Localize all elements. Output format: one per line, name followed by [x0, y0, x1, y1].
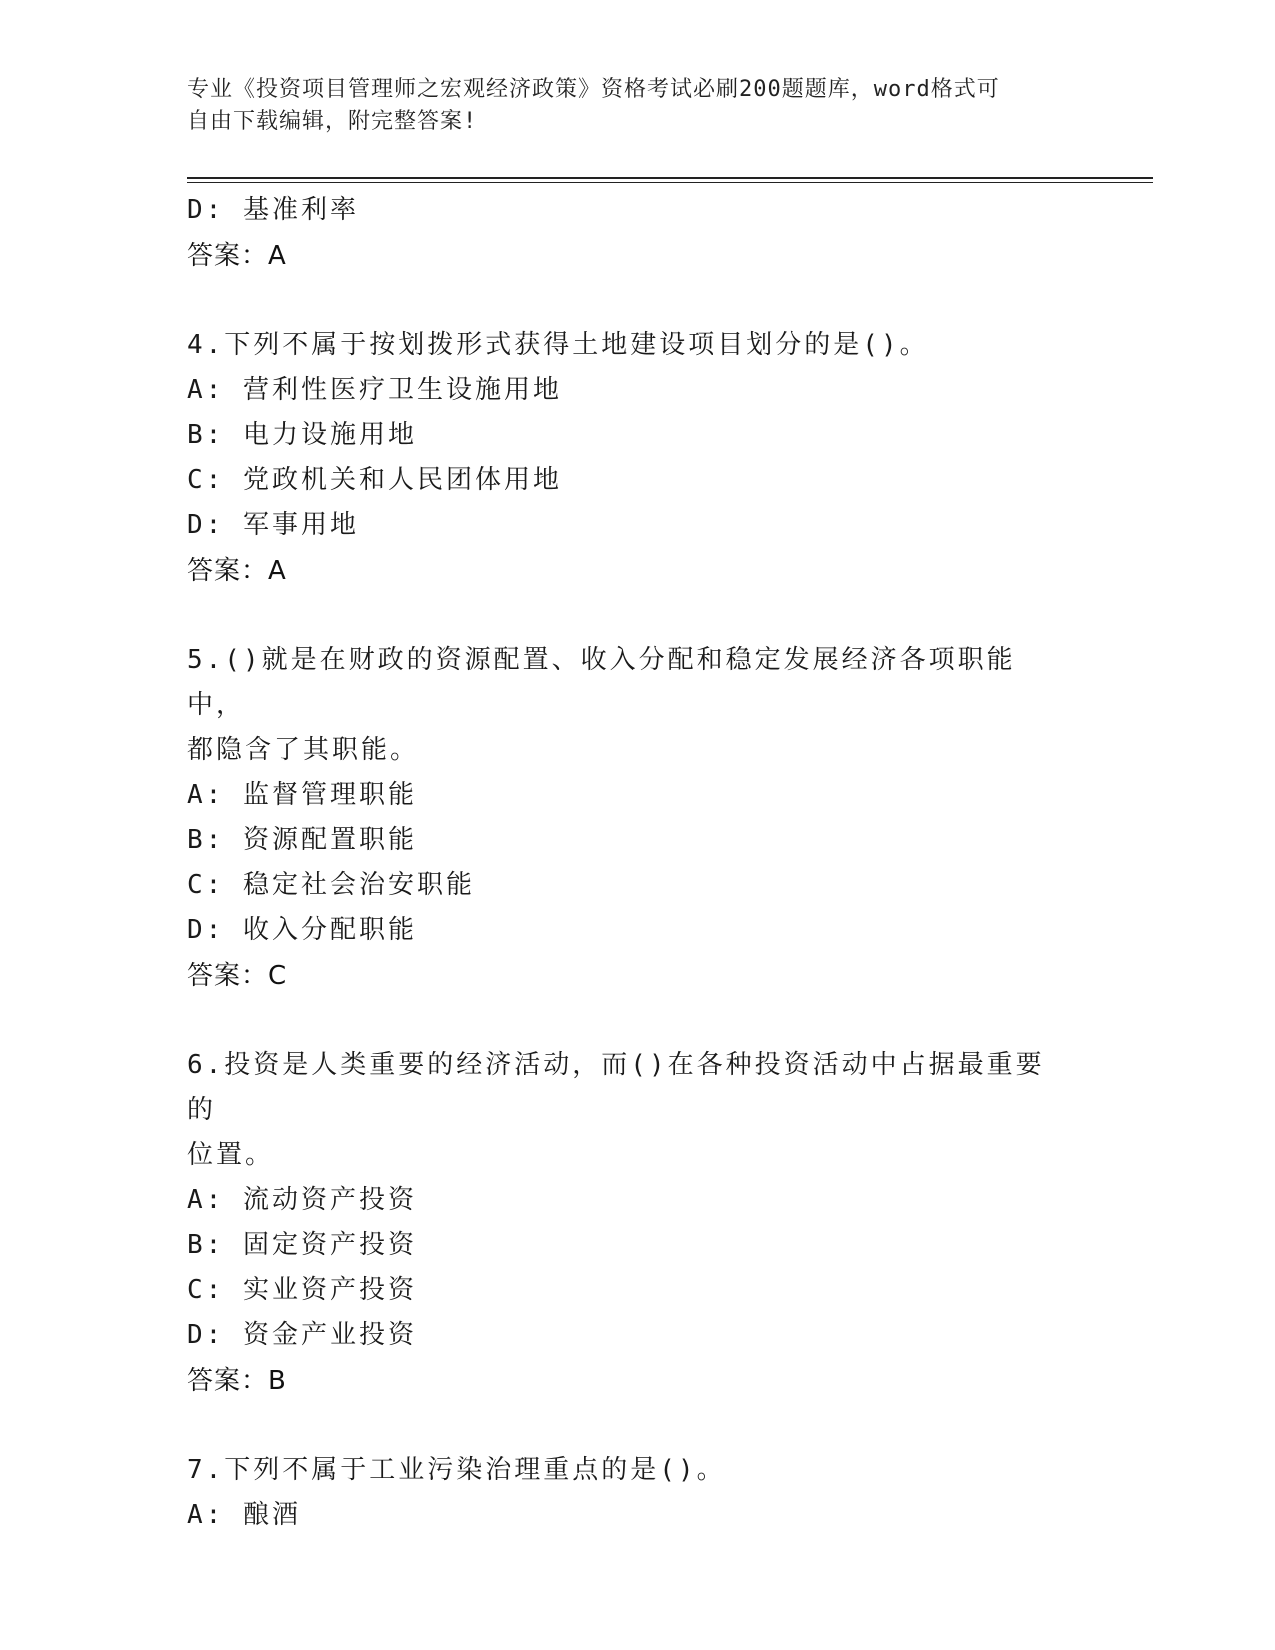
option-a: A: 营利性医疗卫生设施用地: [187, 375, 562, 405]
question-stem-continued: 都隐含了其职能。: [187, 735, 420, 765]
spacer: [187, 999, 1067, 1043]
question-stem: 7.下列不属于工业污染治理重点的是()。: [187, 1455, 726, 1485]
option-d: D: 军事用地: [187, 510, 359, 540]
option-d: D: 收入分配职能: [187, 915, 417, 945]
question-6: [187, 1043, 1067, 1404]
question-stem-continued: 位置。: [187, 1140, 275, 1170]
option-b: B: 固定资产投资: [187, 1230, 417, 1260]
document-body: [187, 188, 1067, 1538]
header-divider-thick: [187, 177, 1153, 179]
question-7: [187, 1448, 1067, 1538]
question-4: [187, 323, 1067, 594]
option-a: A: 流动资产投资: [187, 1185, 417, 1215]
answer-line: 答案：C: [187, 961, 288, 991]
question-stem: 4.下列不属于按划拨形式获得土地建设项目划分的是()。: [187, 330, 929, 360]
spacer: [187, 279, 1067, 323]
option-c: C: 稳定社会治安职能: [187, 870, 475, 900]
question-stem: 6.投资是人类重要的经济活动，而()在各种投资活动中占据最重要的: [187, 1050, 1045, 1125]
option-c: C: 党政机关和人民团体用地: [187, 465, 562, 495]
option-c: C: 实业资产投资: [187, 1275, 417, 1305]
header-title-line-2: 自由下载编辑，附完整答案!: [187, 109, 478, 134]
carryover-question: [187, 188, 1067, 279]
option-a: A: 酿酒: [187, 1500, 301, 1530]
option-d: D: 基准利率: [187, 195, 359, 225]
document-header: [187, 74, 1067, 138]
answer-line: 答案：A: [187, 241, 287, 271]
option-d: D: 资金产业投资: [187, 1320, 417, 1350]
header-divider-thin: [187, 182, 1153, 183]
question-stem: 5.()就是在财政的资源配置、收入分配和稳定发展经济各项职能中，: [187, 645, 1016, 720]
question-5: [187, 638, 1067, 999]
option-b: B: 资源配置职能: [187, 825, 417, 855]
answer-line: 答案：A: [187, 556, 287, 586]
spacer: [187, 1404, 1067, 1448]
option-a: A: 监督管理职能: [187, 780, 417, 810]
option-b: B: 电力设施用地: [187, 420, 417, 450]
answer-line: 答案：B: [187, 1366, 287, 1396]
spacer: [187, 594, 1067, 638]
header-title-line-1: 专业《投资项目管理师之宏观经济政策》资格考试必刷200题题库，word格式可: [187, 77, 1000, 102]
